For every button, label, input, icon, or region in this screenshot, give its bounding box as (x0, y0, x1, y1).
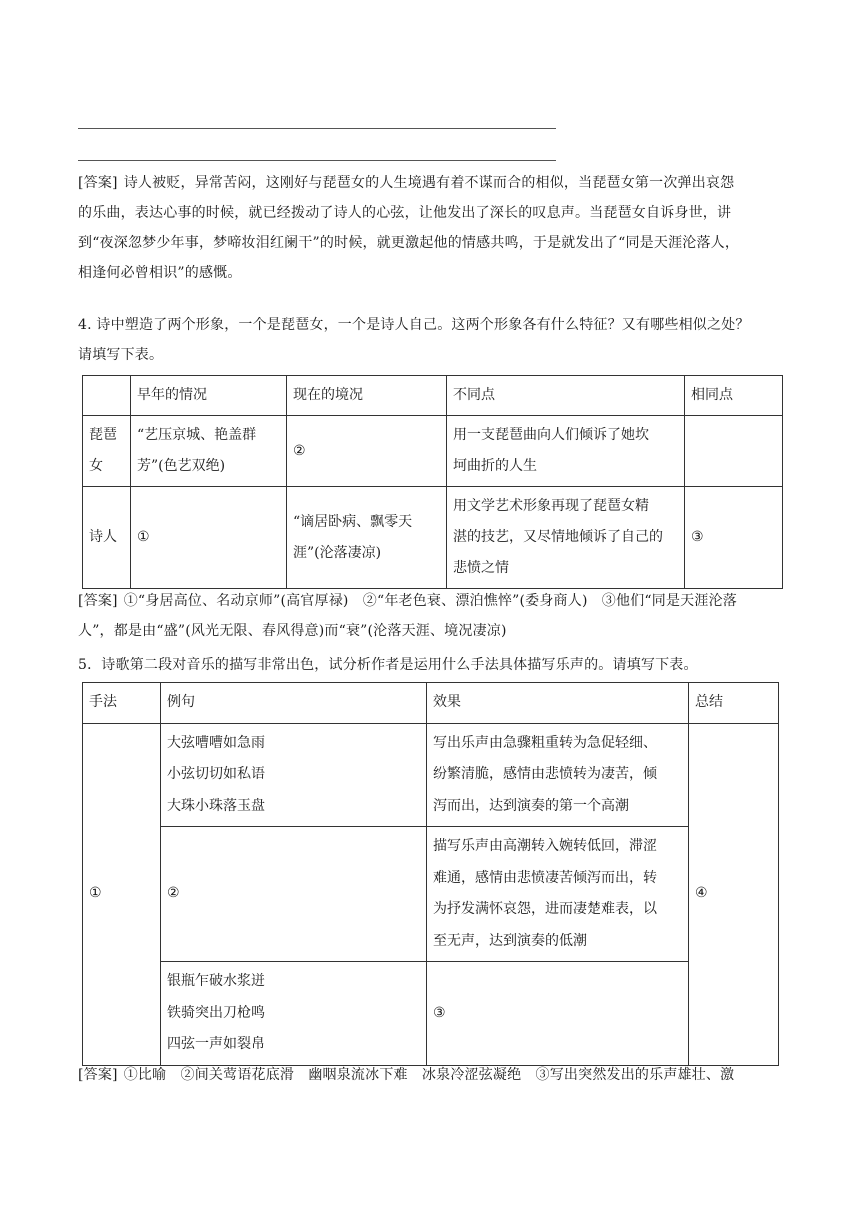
q4-question-line: 请填写下表。 (78, 347, 164, 363)
answer-tag: [答案] (78, 1067, 118, 1083)
q4-answer-line: 人”，都是由“盛”(风光无限、春风得意)而“衰”(沦落天涯、境况凄凉) (78, 623, 507, 639)
q3-answer-line: 到“夜深忽梦少年事，梦啼妆泪红阑干”的时候，就更激起他的情感共鸣，于是就发出了“同是天涯沦落人， (78, 235, 740, 251)
table-row (83, 487, 783, 589)
table-cell-diff: 用文学艺术形象再现了琵琶女精 湛的技艺，又尽情地倾诉了自己的 悲愤之情 (447, 487, 685, 589)
table-cell-examples: 大弦嘈嘈如急雨 小弦切切如私语 大珠小珠落玉盘 (161, 723, 427, 827)
table-cell-now: “谪居卧病、飘零天 涯”(沦落凄凉) (287, 487, 447, 589)
table-cell-effect: ③ (427, 962, 689, 1066)
table-row (83, 962, 779, 1066)
table-header-row (83, 683, 779, 724)
q5-question: 5．诗歌第二段对音乐的描写非常出色，试分析作者是运用什么手法具体描写乐声的。请填写下表。 (78, 657, 698, 673)
answer-tag: [答案] (78, 593, 118, 609)
table-header-cell: 手法 (83, 683, 161, 724)
table-cell-effect: 描写乐声由高潮转入婉转低回，滞涩 难通，感情由悲愤凄苦倾泻而出，转 为抒发满怀哀怨，进而凄楚难表，以 至无声，达到演奏的低潮 (427, 827, 689, 962)
q5-table (82, 682, 779, 1066)
table-cell-same: ③ (685, 487, 783, 589)
q3-answer (78, 168, 782, 288)
q4-answer (78, 586, 782, 646)
table-header-cell: 相同点 (685, 376, 783, 416)
table-cell-diff: 用一支琵琶曲向人们倾诉了她坎 坷曲折的人生 (447, 416, 685, 487)
table-cell-now: ② (287, 416, 447, 487)
q5-answer (78, 1060, 782, 1090)
q3-answer-line: 相逢何必曾相识”的感慨。 (78, 265, 242, 281)
q4-question (78, 310, 782, 370)
table-header-cell: 现在的境况 (287, 376, 447, 416)
answer-tag: [答案] (78, 175, 118, 191)
table-cell-early: ① (131, 487, 287, 589)
table-cell-name: 诗人 (83, 487, 131, 589)
table-header-row (83, 376, 783, 416)
answer-blank-line-2 (78, 160, 556, 161)
q3-answer-line: 诗人被贬，异常苦闷，这刚好与琵琶女的人生境遇有着不谋而合的相似，当琵琶女第一次弹出哀怨 (123, 175, 735, 191)
table-cell-examples: ② (161, 827, 427, 962)
table-header-cell: 例句 (161, 683, 427, 724)
q5-answer-line: ①比喻 ②间关莺语花底滑 幽咽泉流冰下难 冰泉冷涩弦凝绝 ③写出突然发出的乐声雄壮、激 (123, 1067, 735, 1083)
table-row (83, 827, 779, 962)
table-cell-name: 琵琶 女 (83, 416, 131, 487)
table-header-cell (83, 376, 131, 416)
table-header-cell: 效果 (427, 683, 689, 724)
table-cell-examples: 银瓶乍破水浆迸 铁骑突出刀枪鸣 四弦一声如裂帛 (161, 962, 427, 1066)
table-header-cell: 总结 (689, 683, 779, 724)
q4-answer-line: ①“身居高位、名动京师”(高官厚禄) ②“年老色衰、漂泊憔悴”(委身商人) ③他们“同是天涯沦落 (123, 593, 737, 609)
table-cell-method: ① (83, 723, 161, 1065)
answer-blank-line-1 (78, 128, 556, 129)
table-cell-summary: ④ (689, 723, 779, 1065)
q4-table (82, 375, 783, 589)
table-cell-same (685, 416, 783, 487)
table-header-cell: 早年的情况 (131, 376, 287, 416)
table-header-cell: 不同点 (447, 376, 685, 416)
table-row (83, 723, 779, 827)
table-row (83, 416, 783, 487)
q3-answer-line: 的乐曲，表达心事的时候，就已经拨动了诗人的心弦，让他发出了深长的叹息声。当琵琶女自诉身世，讲 (78, 205, 732, 221)
table-cell-early: “艺压京城、艳盖群 芳”(色艺双绝) (131, 416, 287, 487)
q4-question-line: 4. 诗中塑造了两个形象，一个是琵琶女，一个是诗人自己。这两个形象各有什么特征？又有哪些相似之处？ (78, 317, 750, 333)
table-cell-effect: 写出乐声由急骤粗重转为急促轻细、 纷繁清脆，感情由悲愤转为凄苦，倾 泻而出，达到演奏的第一个高潮 (427, 723, 689, 827)
